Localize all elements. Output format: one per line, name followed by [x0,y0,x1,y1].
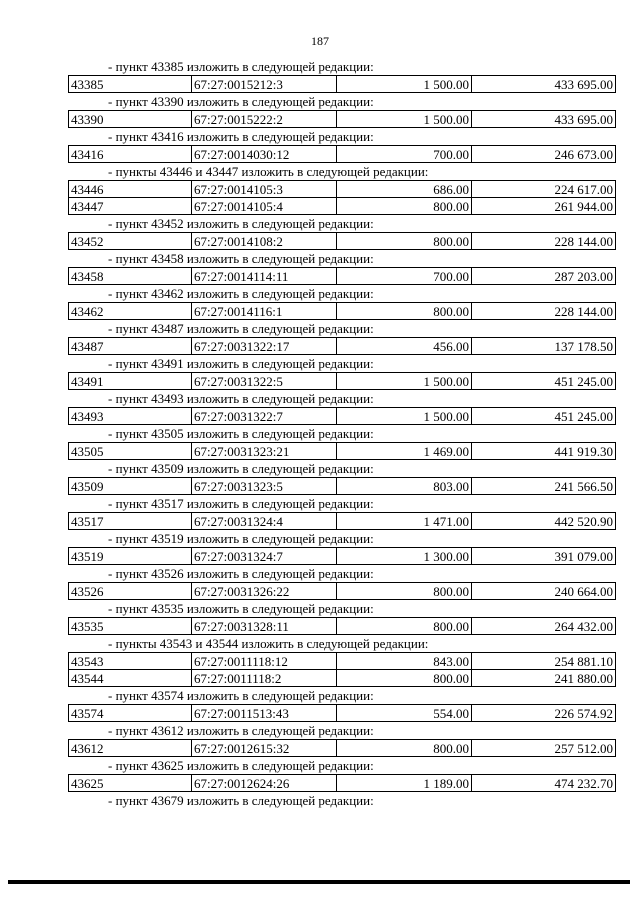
amendment-table [68,110,616,128]
table-row [69,303,616,320]
amendment-instruction: - пункт 43493 изложить в следующей редакции: [108,391,374,406]
item-number-cell: 43447 [69,198,192,215]
table-row [69,583,616,600]
amendment-instruction: - пункт 43517 изложить в следующей редакции: [108,496,374,511]
cadastral-number-cell: 67:27:0031322:17 [192,338,337,355]
table-row [69,443,616,460]
cadastral-number-cell: 67:27:0031324:4 [192,513,337,530]
cadastral-number-cell: 67:27:0014116:1 [192,303,337,320]
area-cell: 1 500.00 [337,76,472,93]
item-number-cell: 43390 [69,111,192,128]
value-cell: 228 144.00 [472,233,616,250]
amendment-instruction: - пункт 43390 изложить в следующей редакции: [108,94,374,109]
amendment-table [68,302,616,320]
area-cell: 1 189.00 [337,775,472,792]
table-row [69,146,616,163]
cadastral-number-cell: 67:27:0011118:12 [192,653,337,670]
page-bottom-rule [8,880,630,884]
item-number-cell: 43385 [69,76,192,93]
area-cell: 803.00 [337,478,472,495]
area-cell: 800.00 [337,303,472,320]
amendment-instruction: - пункт 43491 изложить в следующей редакции: [108,356,374,371]
area-cell: 843.00 [337,653,472,670]
amendment-table [68,267,616,285]
cadastral-number-cell: 67:27:0014105:4 [192,198,337,215]
item-number-cell: 43574 [69,705,192,722]
area-cell: 554.00 [337,705,472,722]
amendment-instruction: - пункт 43458 изложить в следующей редакции: [108,251,374,266]
value-cell: 451 245.00 [472,408,616,425]
value-cell: 433 695.00 [472,76,616,93]
area-cell: 1 500.00 [337,111,472,128]
amendment-table [68,547,616,565]
value-cell: 474 232.70 [472,775,616,792]
amendment-table [68,477,616,495]
area-cell: 1 471.00 [337,513,472,530]
item-number-cell: 43416 [69,146,192,163]
value-cell: 224 617.00 [472,181,616,198]
amendment-table [68,232,616,250]
area-cell: 800.00 [337,583,472,600]
item-number-cell: 43505 [69,443,192,460]
area-cell: 800.00 [337,233,472,250]
amendment-table [68,407,616,425]
cadastral-number-cell: 67:27:0014108:2 [192,233,337,250]
cadastral-number-cell: 67:27:0031323:21 [192,443,337,460]
amendment-table [68,739,616,757]
table-row [69,76,616,93]
table-row [69,513,616,530]
item-number-cell: 43452 [69,233,192,250]
cadastral-number-cell: 67:27:0011513:43 [192,705,337,722]
item-number-cell: 43458 [69,268,192,285]
value-cell: 261 944.00 [472,198,616,215]
amendment-instruction: - пункт 43385 изложить в следующей редакции: [108,59,374,74]
item-number-cell: 43462 [69,303,192,320]
amendment-table [68,582,616,600]
item-number-cell: 43491 [69,373,192,390]
item-number-cell: 43543 [69,653,192,670]
page-number: 187 [311,34,329,48]
area-cell: 700.00 [337,268,472,285]
area-cell: 800.00 [337,618,472,635]
cadastral-number-cell: 67:27:0011118:2 [192,670,337,687]
cadastral-number-cell: 67:27:0014105:3 [192,181,337,198]
value-cell: 257 512.00 [472,740,616,757]
cadastral-number-cell: 67:27:0015222:2 [192,111,337,128]
cadastral-number-cell: 67:27:0012624:26 [192,775,337,792]
item-number-cell: 43625 [69,775,192,792]
cadastral-number-cell: 67:27:0031324:7 [192,548,337,565]
cadastral-number-cell: 67:27:0014030:12 [192,146,337,163]
value-cell: 441 919.30 [472,443,616,460]
table-row [69,338,616,355]
cadastral-number-cell: 67:27:0014114:11 [192,268,337,285]
table-row [69,653,616,670]
item-number-cell: 43526 [69,583,192,600]
area-cell: 456.00 [337,338,472,355]
item-number-cell: 43509 [69,478,192,495]
value-cell: 254 881.10 [472,653,616,670]
amendment-table [68,704,616,722]
area-cell: 800.00 [337,670,472,687]
amendment-table [68,512,616,530]
amendment-instruction: - пункты 43543 и 43544 изложить в следующей редакции: [108,636,429,651]
amendment-instruction: - пункт 43462 изложить в следующей редакции: [108,286,374,301]
value-cell: 246 673.00 [472,146,616,163]
cadastral-number-cell: 67:27:0031326:22 [192,583,337,600]
amendment-table [68,145,616,163]
amendment-instruction: - пункт 43625 изложить в следующей редакции: [108,758,374,773]
value-cell: 240 664.00 [472,583,616,600]
table-row [69,670,616,687]
table-row [69,373,616,390]
value-cell: 433 695.00 [472,111,616,128]
table-row [69,198,616,215]
cadastral-number-cell: 67:27:0031322:5 [192,373,337,390]
table-row [69,268,616,285]
amendment-instruction: - пункт 43509 изложить в следующей редакции: [108,461,374,476]
amendment-instruction: - пункт 43416 изложить в следующей редакции: [108,129,374,144]
area-cell: 1 300.00 [337,548,472,565]
area-cell: 1 469.00 [337,443,472,460]
area-cell: 700.00 [337,146,472,163]
table-row [69,233,616,250]
area-cell: 686.00 [337,181,472,198]
amendment-instruction: - пункт 43535 изложить в следующей редакции: [108,601,374,616]
amendment-instruction: - пункт 43452 изложить в следующей редакции: [108,216,374,231]
amendment-instruction: - пункт 43679 изложить в следующей редакции: [108,793,374,808]
item-number-cell: 43487 [69,338,192,355]
area-cell: 1 500.00 [337,373,472,390]
cadastral-number-cell: 67:27:0031322:7 [192,408,337,425]
value-cell: 226 574.92 [472,705,616,722]
item-number-cell: 43519 [69,548,192,565]
amendment-instruction: - пункт 43612 изложить в следующей редакции: [108,723,374,738]
amendment-table [68,774,616,792]
amendment-instruction: - пункт 43519 изложить в следующей редакции: [108,531,374,546]
table-row [69,111,616,128]
amendment-table [68,652,616,687]
table-row [69,618,616,635]
amendment-instruction: - пункт 43487 изложить в следующей редакции: [108,321,374,336]
cadastral-number-cell: 67:27:0012615:32 [192,740,337,757]
area-cell: 800.00 [337,740,472,757]
value-cell: 442 520.90 [472,513,616,530]
amendment-table [68,75,616,93]
table-row [69,181,616,198]
cadastral-number-cell: 67:27:0015212:3 [192,76,337,93]
value-cell: 241 566.50 [472,478,616,495]
item-number-cell: 43517 [69,513,192,530]
amendment-table [68,337,616,355]
amendment-instruction: - пункт 43574 изложить в следующей редакции: [108,688,374,703]
value-cell: 451 245.00 [472,373,616,390]
table-row [69,705,616,722]
table-row [69,548,616,565]
amendment-table [68,442,616,460]
table-row [69,775,616,792]
document-body [68,58,616,809]
value-cell: 391 079.00 [472,548,616,565]
amendment-instruction: - пункты 43446 и 43447 изложить в следующей редакции: [108,164,429,179]
item-number-cell: 43535 [69,618,192,635]
amendment-table [68,180,616,215]
amendment-instruction: - пункт 43526 изложить в следующей редакции: [108,566,374,581]
value-cell: 241 880.00 [472,670,616,687]
item-number-cell: 43612 [69,740,192,757]
area-cell: 1 500.00 [337,408,472,425]
value-cell: 228 144.00 [472,303,616,320]
value-cell: 287 203.00 [472,268,616,285]
amendment-table [68,617,616,635]
item-number-cell: 43446 [69,181,192,198]
table-row [69,478,616,495]
area-cell: 800.00 [337,198,472,215]
cadastral-number-cell: 67:27:0031323:5 [192,478,337,495]
table-row [69,740,616,757]
value-cell: 264 432.00 [472,618,616,635]
cadastral-number-cell: 67:27:0031328:11 [192,618,337,635]
amendment-table [68,372,616,390]
item-number-cell: 43544 [69,670,192,687]
table-row [69,408,616,425]
item-number-cell: 43493 [69,408,192,425]
amendment-instruction: - пункт 43505 изложить в следующей редакции: [108,426,374,441]
value-cell: 137 178.50 [472,338,616,355]
